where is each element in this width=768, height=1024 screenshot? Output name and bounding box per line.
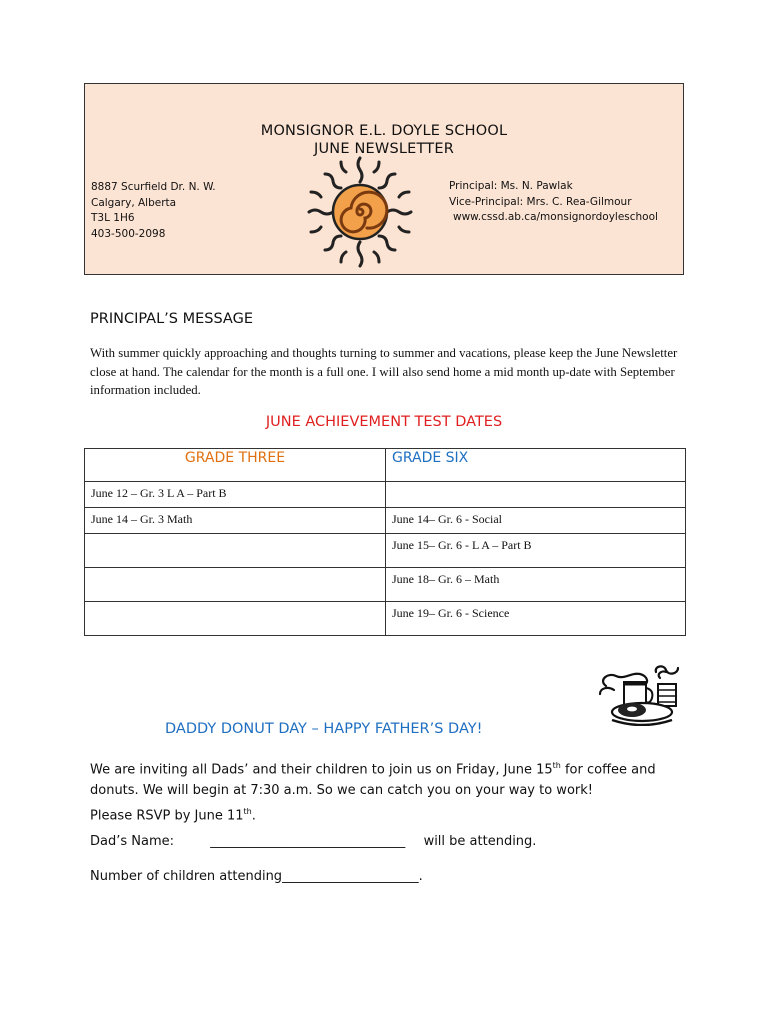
ordinal-suffix: th [243, 807, 252, 817]
address-line: T3L 1H6 [91, 212, 135, 224]
children-count-row [90, 869, 423, 884]
invitation-text [90, 755, 690, 801]
vice-principal-name: Vice-Principal: Mrs. C. Rea-Gilmour [449, 195, 632, 208]
grade-three-header: GRADE THREE [85, 449, 386, 482]
table-cell: June 18– Gr. 6 – Math [386, 568, 686, 602]
school-staff [449, 179, 658, 226]
principal-message-text: With summer quickly approaching and thoughts turning to summer and vacations, please keep the June Newsletter close at hand. The calendar for the month is a full one. I will also send home a mid month up-date with September information included. [90, 346, 678, 397]
test-dates-heading: JUNE ACHIEVEMENT TEST DATES [265, 414, 503, 430]
table-row [85, 602, 686, 636]
table-cell: June 15– Gr. 6 - L A – Part B [386, 534, 686, 568]
address-line: Calgary, Alberta [91, 196, 177, 209]
table-row [85, 568, 686, 602]
newsletter-title: JUNE NEWSLETTER [314, 141, 454, 157]
donut-day-invitation [90, 755, 690, 827]
newsletter-header [84, 83, 684, 275]
school-address [91, 180, 216, 242]
ordinal-suffix: th [552, 761, 561, 770]
table-row [85, 508, 686, 534]
table-row [85, 482, 686, 508]
table-cell: June 14 – Gr. 3 Math [85, 508, 386, 534]
table-cell: June 14– Gr. 6 - Social [386, 508, 686, 534]
rsvp-text-part: Please RSVP by June 11 [90, 808, 244, 824]
table-cell [386, 482, 686, 508]
children-count-label: Number of children attending [90, 869, 283, 884]
rsvp-text [90, 801, 690, 826]
address-line: 8887 Scurfield Dr. N. W. [91, 181, 216, 193]
table-cell: June 12 – Gr. 3 L A – Part B [85, 482, 386, 508]
school-name: MONSIGNOR E.L. DOYLE SCHOOL [260, 123, 508, 139]
children-count-field[interactable]: _____________________ [282, 869, 419, 884]
sun-icon [305, 154, 415, 270]
test-dates-table [84, 448, 686, 636]
dads-name-row [90, 834, 536, 849]
dads-name-label: Dad’s Name: [90, 834, 174, 849]
dads-name-field[interactable]: ______________________________ [210, 834, 406, 849]
table-cell [85, 602, 386, 636]
children-count-suffix: . [418, 869, 423, 884]
coffee-donut-icon [596, 664, 688, 726]
table-row [85, 534, 686, 568]
principal-message-heading: PRINCIPAL’S MESSAGE [90, 311, 253, 327]
school-website[interactable]: www.cssd.ab.ca/monsignordoyleschool [453, 211, 658, 223]
invitation-text-part: We are inviting all Dads’ and their children to join us on Friday, June 15 [90, 762, 553, 778]
table-cell [85, 534, 386, 568]
grade-six-header: GRADE SIX [386, 449, 686, 482]
rsvp-text-part: . [251, 808, 256, 824]
donut-day-heading: DADDY DONUT DAY – HAPPY FATHER’S DAY! [165, 721, 483, 737]
phone-number: 403-500-2098 [91, 227, 166, 240]
table-header-row [85, 449, 686, 482]
table-cell: June 19– Gr. 6 - Science [386, 602, 686, 636]
dads-name-suffix: will be attending. [423, 834, 537, 849]
table-cell [85, 568, 386, 602]
principal-name: Principal: Ms. N. Pawlak [449, 180, 573, 192]
invitation-text-part: for coffee and donuts. We will begin at 7:30 a.m. So we can catch you on your way to work! [90, 762, 656, 799]
